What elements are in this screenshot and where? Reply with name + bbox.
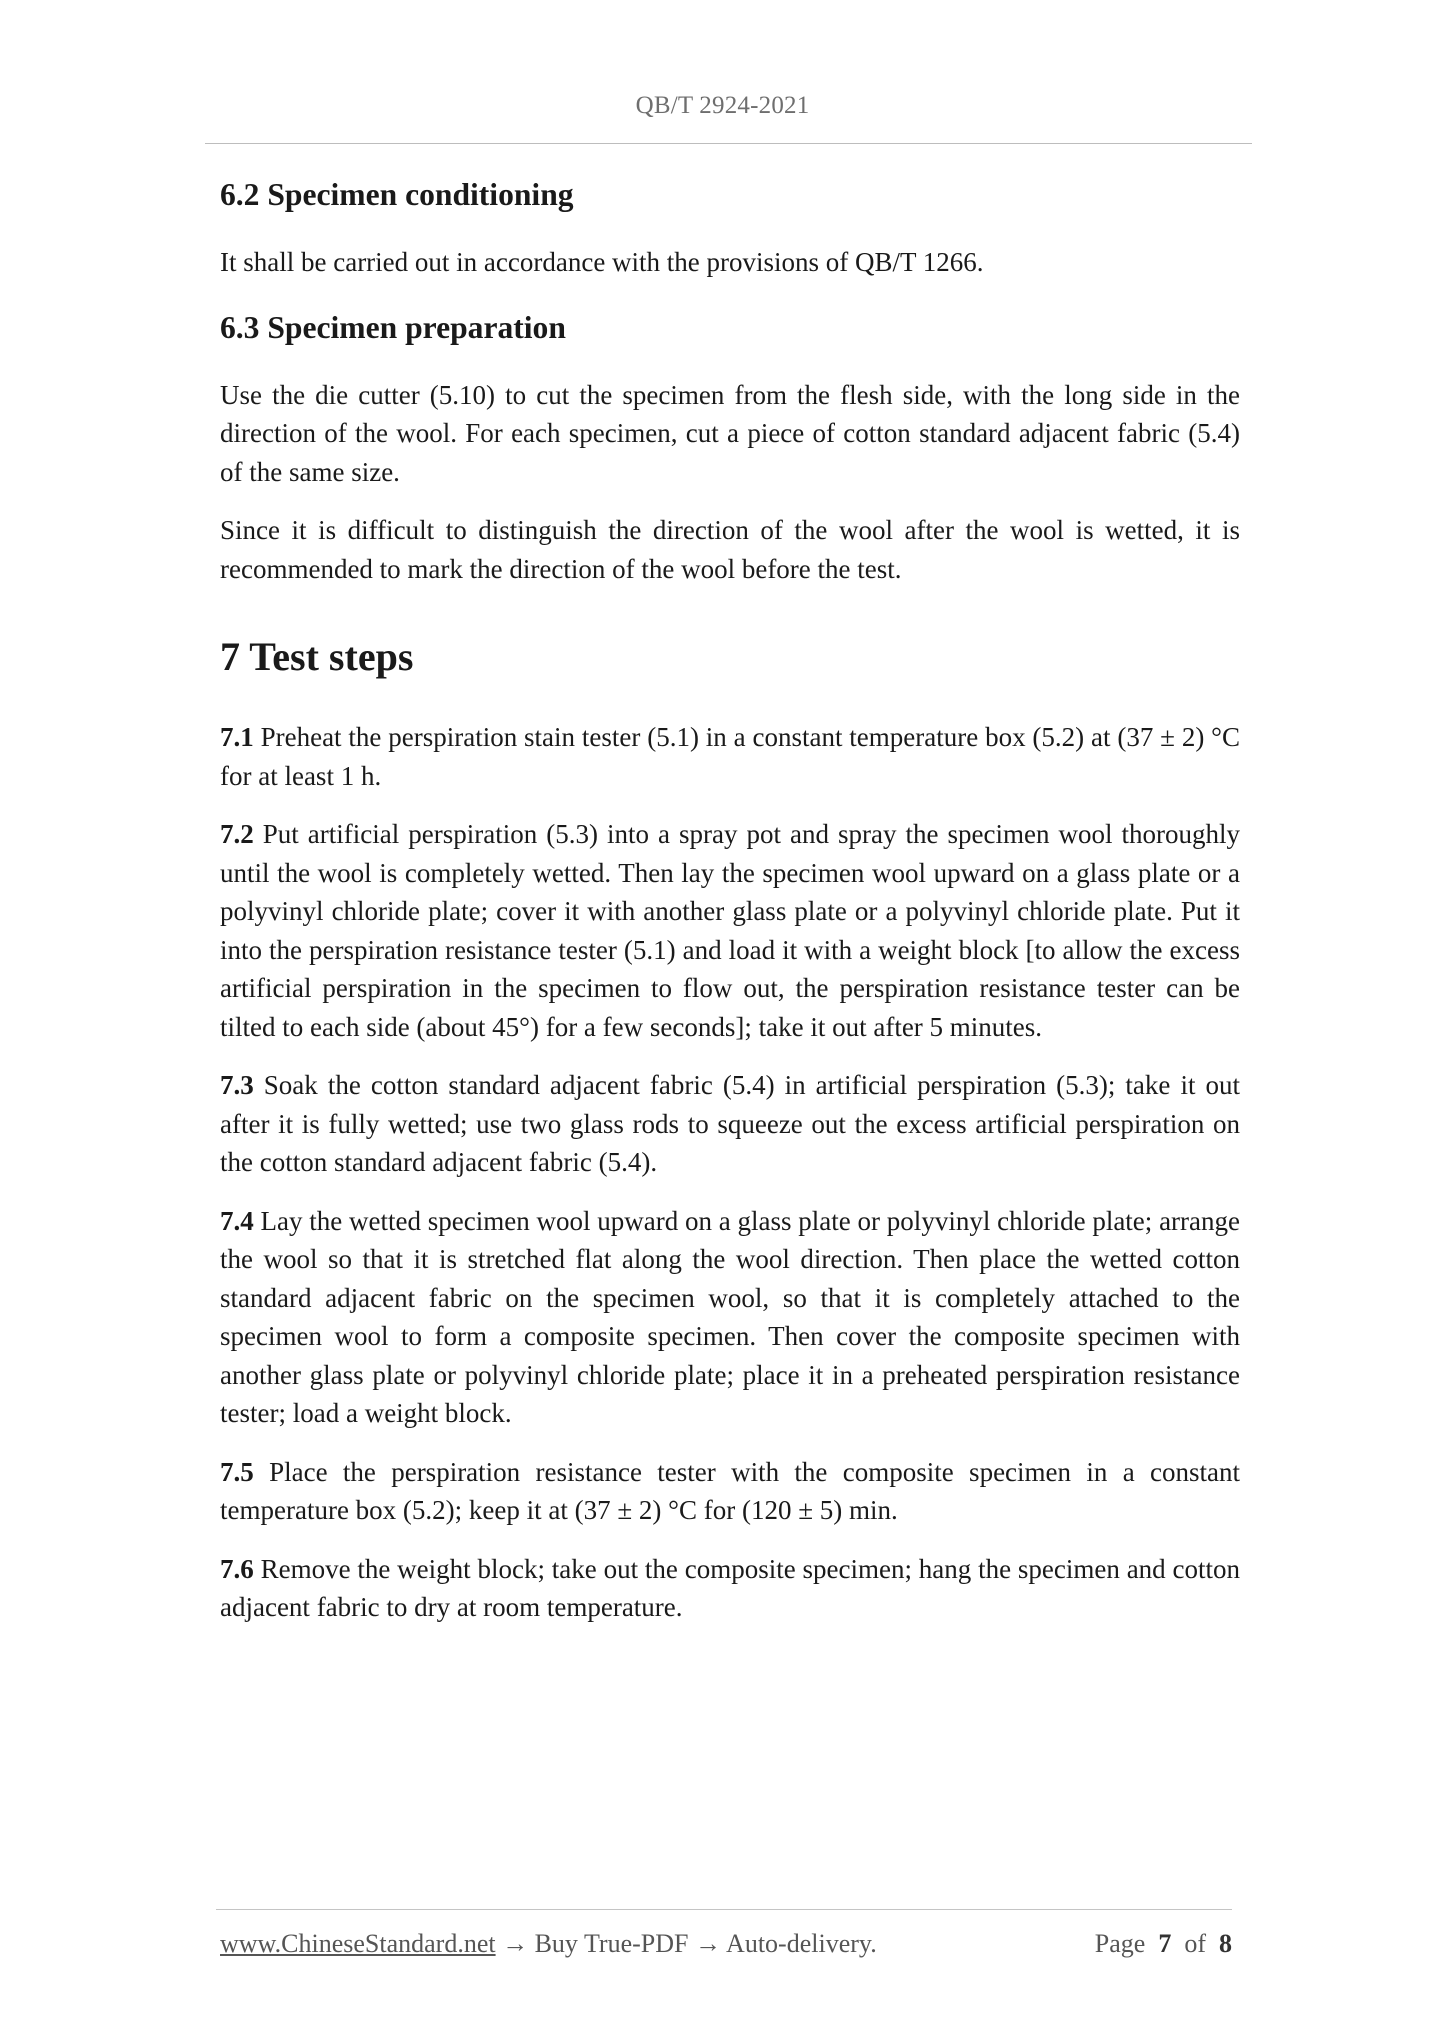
- section-6-3-paragraph-2: Since it is difficult to distinguish the direction of the wool after the wool is wetted, it is recommended to mark the direction of the wool before the test.: [220, 515, 1240, 584]
- section-6-2-body: It shall be carried out in accordance with the provisions of QB/T 1266.: [220, 246, 984, 277]
- step-text: Preheat the perspiration stain tester (5.1) in a constant temperature box (5.2) at (37 ± 2) °C for at least 1 h.: [220, 722, 1240, 791]
- step-text: Remove the weight block; take out the composite specimen; hang the specimen and cotton adjacent fabric to dry at room temperature.: [220, 1553, 1240, 1622]
- section-heading-7: 7 Test steps: [220, 634, 414, 679]
- step-text: Put artificial perspiration (5.3) into a spray pot and spray the specimen wool thoroughly until the wool is completely wetted. Then lay the specimen wool upward on a glass plate or a polyvinyl chloride plate; cover it with another glass plate or a polyvinyl chloride plate. Put it into the perspiration resistance tester (5.1) and load it with a weight block [to allow the excess artificial perspiration in the specimen to flow out, the perspiration resistance tester can be tilted to each side (about 45°) for a few seconds]; take it out after 5 minutes.: [220, 819, 1240, 1042]
- test-step-7-4: [220, 1202, 1240, 1433]
- footer-promo-text: → Buy True-PDF → Auto-delivery.: [495, 1929, 877, 1958]
- total-page-number: 8: [1219, 1929, 1232, 1958]
- test-step-7-1: [220, 718, 1240, 795]
- step-number: 7.3: [220, 1070, 254, 1100]
- section-heading-6-3: 6.3 Specimen preparation: [220, 310, 566, 345]
- step-number: 7.4: [220, 1205, 254, 1236]
- test-step-7-2: [220, 815, 1240, 1046]
- current-page-number: 7: [1158, 1929, 1172, 1958]
- website-link[interactable]: www.ChineseStandard.net: [220, 1929, 496, 1958]
- section-6-3-paragraph-1: Use the die cutter (5.10) to cut the specimen from the flesh side, with the long side in the direction of the wool. For each specimen, cut a piece of cotton standard adjacent fabric (5.4) of the same size.: [220, 379, 1240, 487]
- footer-promo: [220, 1929, 877, 1959]
- test-step-7-5: [220, 1453, 1240, 1530]
- step-text: Soak the cotton standard adjacent fabric (5.4) in artificial perspiration (5.3); take it out after it is fully wetted; use two glass rods to squeeze out the excess artificial perspiration on the cotton standard adjacent fabric (5.4).: [220, 1070, 1240, 1177]
- step-text: Place the perspiration resistance tester with the composite specimen in a constant temperature box (5.2); keep it at (37 ± 2) °C for (120 ± 5) min.: [220, 1456, 1240, 1525]
- footer-divider: [216, 1909, 1232, 1910]
- document-code-header: QB/T 2924-2021: [635, 92, 810, 119]
- step-number: 7.5: [220, 1456, 254, 1487]
- test-step-7-3: [220, 1066, 1240, 1182]
- step-number: 7.2: [220, 819, 254, 849]
- step-text: Lay the wetted specimen wool upward on a glass plate or polyvinyl chloride plate; arrange the wool so that it is stretched flat along the wool direction. Then place the wetted cotton standard adjacent fabric on the specimen wool, so that it is completely attached to the specimen wool to form a composite specimen. Then cover the composite specimen with another glass plate or polyvinyl chloride plate; place it in a preheated perspiration resistance tester; load a weight block.: [220, 1205, 1240, 1428]
- step-number: 7.1: [220, 722, 254, 752]
- test-step-7-6: [220, 1550, 1240, 1627]
- document-body: [220, 176, 1240, 1627]
- header-divider: [205, 143, 1252, 144]
- page-label: Page: [1094, 1929, 1146, 1958]
- step-number: 7.6: [220, 1553, 254, 1584]
- section-heading-6-2: 6.2 Specimen conditioning: [220, 177, 574, 212]
- page-of-label: of: [1184, 1929, 1206, 1958]
- page-indicator: [1095, 1929, 1232, 1959]
